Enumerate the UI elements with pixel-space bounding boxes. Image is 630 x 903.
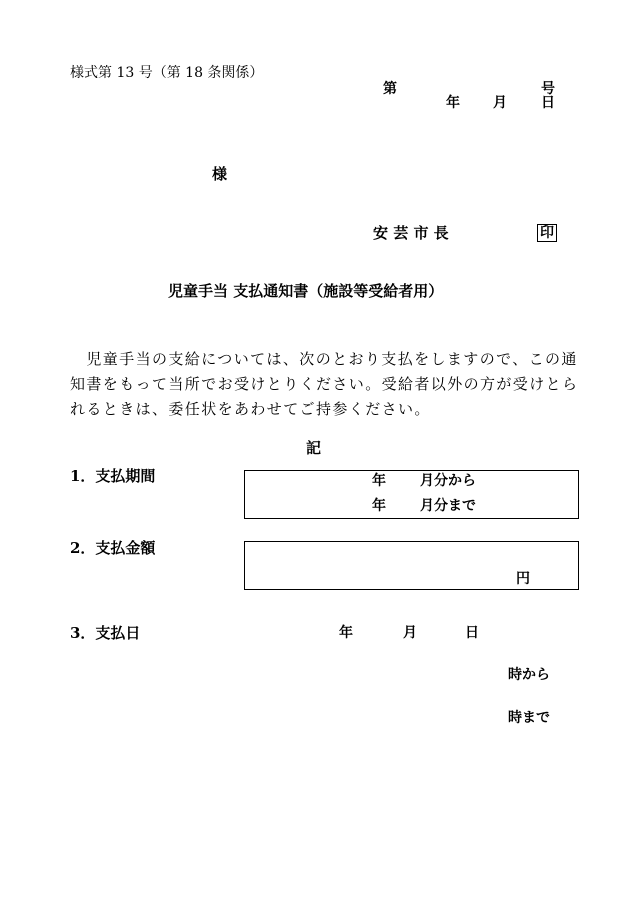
seal-mark: 印 <box>537 224 557 242</box>
period-to-text: 月分まで <box>420 498 476 514</box>
body-text-line-1: 児童手当の支給については、次のとおり支払をしますので、この通 <box>70 350 578 368</box>
amount-box <box>244 541 579 590</box>
period-from-text: 月分から <box>420 473 476 489</box>
body-text-line-2: 知書をもって当所でお受けとりください。受給者以外の方が受けとら <box>70 375 579 393</box>
payment-date-label: 3．支払日 <box>70 624 141 642</box>
amount-unit: 円 <box>516 571 530 587</box>
issuer-name: 安 芸 市 長 <box>373 224 449 242</box>
payment-date-month: 月 <box>403 625 417 641</box>
payment-time-to: 時まで <box>508 710 550 726</box>
period-label: 1．支払期間 <box>70 467 156 485</box>
form-number: 様式第 13 号（第 18 条関係） <box>70 65 264 81</box>
body-text-line-3: れるときは、委任状をあわせてご持参ください。 <box>70 400 431 418</box>
period-to-year: 年 <box>372 498 386 514</box>
period-box <box>244 470 579 519</box>
number-prefix: 第 <box>383 81 397 97</box>
period-from-year: 年 <box>372 473 386 489</box>
issue-date-day: 日 <box>541 95 555 111</box>
payment-date-year: 年 <box>339 625 353 641</box>
addressee-suffix: 様 <box>212 165 228 183</box>
issue-date-month: 月 <box>493 95 507 111</box>
issue-date-year: 年 <box>446 95 460 111</box>
number-suffix: 号 <box>541 81 555 97</box>
payment-time-from: 時から <box>508 667 550 683</box>
ki-mark: 記 <box>306 439 322 457</box>
payment-date-day: 日 <box>465 625 479 641</box>
amount-label: 2．支払金額 <box>70 539 156 557</box>
document-title: 児童手当 支払通知書（施設等受給者用） <box>168 282 444 300</box>
